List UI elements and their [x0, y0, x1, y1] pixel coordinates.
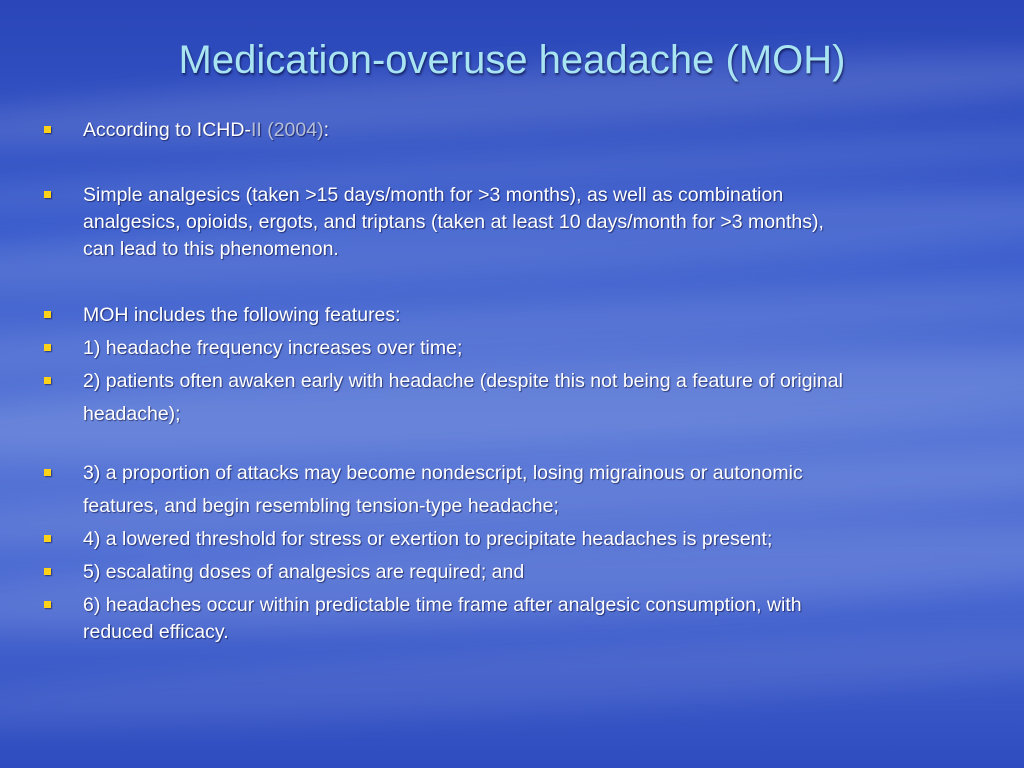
bullet-icon	[44, 191, 51, 198]
bullet-line	[83, 117, 983, 144]
bullet-line: 6) headaches occur within predictable time frame after analgesic consumption, with	[83, 594, 802, 616]
bullet-line: features, and begin resembling tension-type headache;	[83, 495, 559, 517]
bullet-icon	[44, 344, 51, 351]
bullet-item-feature-5	[83, 559, 983, 586]
bullet-item-feature-6	[83, 592, 983, 646]
bullet-line: 5) escalating doses of analgesics are required; and	[83, 561, 525, 583]
bullet-icon	[44, 568, 51, 575]
bullet-icon	[44, 377, 51, 384]
bullet-item-feature-4	[83, 526, 983, 553]
bullet-item-feature-3	[83, 457, 983, 523]
bullet-line: 2) patients often awaken early with headache (despite this not being a feature of original	[83, 370, 843, 392]
bullet-icon	[44, 469, 51, 476]
bullet-line: MOH includes the following features:	[83, 304, 401, 326]
bullet-line: 3) a proportion of attacks may become nondescript, losing migrainous or autonomic	[83, 462, 803, 484]
bullet-line: Simple analgesics (taken >15 days/month for >3 months), as well as combination	[83, 184, 784, 206]
text-fragment: :	[323, 119, 330, 141]
bullet-line: 4) a lowered threshold for stress or exertion to precipitate headaches is present;	[83, 528, 773, 550]
bullet-icon	[44, 601, 51, 608]
bullet-item-according-to	[83, 117, 983, 144]
text-fragment-version: II (2004)	[250, 119, 324, 141]
bullet-item-feature-2	[83, 365, 983, 431]
bullet-icon	[44, 535, 51, 542]
bullet-line: 1) headache frequency increases over time;	[83, 337, 463, 359]
bullet-item-feature-1	[83, 335, 983, 362]
bullet-line: can lead to this phenomenon.	[83, 238, 339, 260]
bullet-icon	[44, 311, 51, 318]
bullet-line: headache);	[83, 403, 181, 425]
bullet-line: analgesics, opioids, ergots, and triptans (taken at least 10 days/month for >3 months),	[83, 211, 824, 233]
slide-title: Medication-overuse headache (MOH)	[178, 38, 846, 82]
bullet-item-moh-features	[83, 302, 983, 329]
text-fragment: According to ICHD-	[83, 119, 251, 141]
bullet-line: reduced efficacy.	[83, 621, 229, 643]
bullet-icon	[44, 126, 51, 133]
bullet-item-simple-analgesics	[83, 182, 983, 263]
